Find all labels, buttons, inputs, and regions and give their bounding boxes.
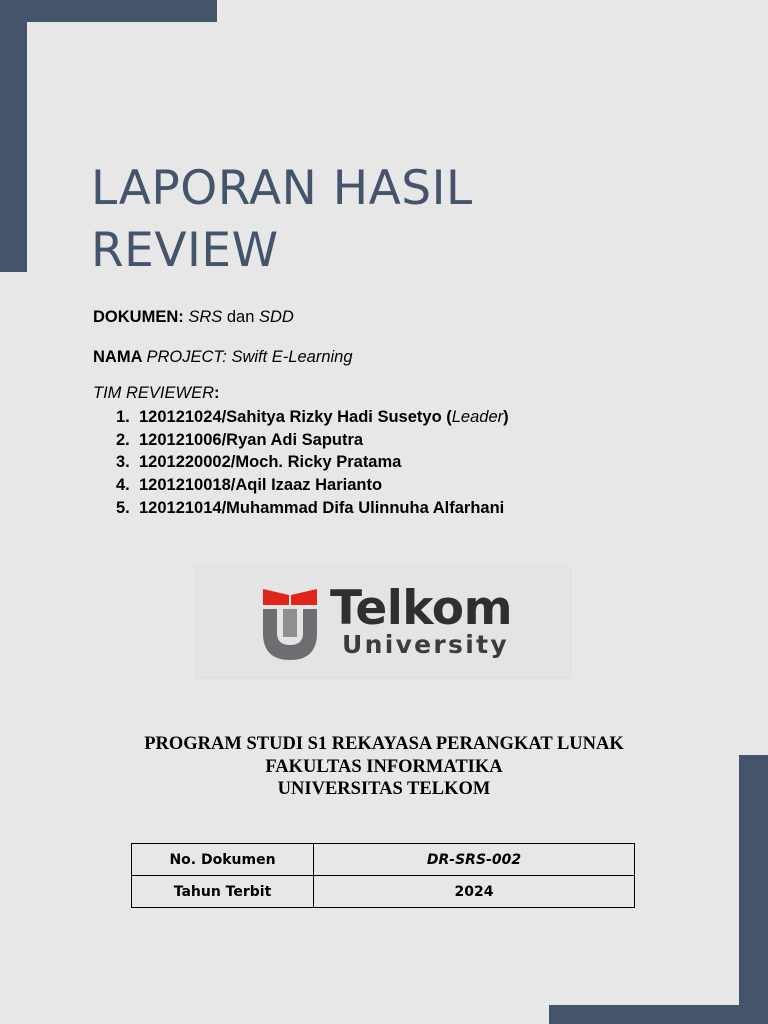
list-item xyxy=(116,451,509,474)
list-item-text: 1201210018/Aqil Izaaz Harianto xyxy=(139,476,383,495)
reviewer-list xyxy=(116,406,509,519)
table-row xyxy=(132,876,635,908)
list-item xyxy=(116,429,509,452)
list-item xyxy=(116,406,509,429)
dokumen-label: DOKUMEN: xyxy=(93,308,184,326)
project-name: Swift E-Learning xyxy=(231,348,353,366)
dokumen-conj: dan xyxy=(226,308,255,326)
dokumen-item-srs: SRS xyxy=(188,308,223,326)
program-line-1: PROGRAM STUDI S1 REKAYASA PERANGKAT LUNAK xyxy=(144,734,624,754)
list-item-number: 1. xyxy=(116,408,130,426)
title-line-2: REVIEW xyxy=(91,223,279,278)
dokumen-line xyxy=(93,308,294,327)
list-item-text: 120121006/Ryan Adi Saputra xyxy=(139,430,364,449)
list-item-number: 3. xyxy=(116,453,130,472)
logo-wordmark-university: University xyxy=(342,630,509,659)
title-line-1: LAPORAN HASIL xyxy=(91,161,473,216)
project-line xyxy=(93,348,353,367)
dokumen-item-sdd: SDD xyxy=(259,308,294,326)
frame-bar-bottom-right-horizontal xyxy=(549,1005,768,1024)
program-block xyxy=(0,733,768,801)
list-item xyxy=(116,497,509,520)
list-item-close: ) xyxy=(503,408,509,426)
list-item-number: 4. xyxy=(116,476,130,495)
list-item-number: 5. xyxy=(116,498,130,517)
frame-bar-top-left-horizontal xyxy=(0,0,217,22)
reviewer-heading xyxy=(93,384,220,403)
list-item-number: 2. xyxy=(116,430,130,449)
table-cell-label: Tahun Terbit xyxy=(132,876,314,908)
table-cell-value: DR-SRS-002 xyxy=(314,844,635,876)
project-label-nama: NAMA xyxy=(93,348,142,366)
list-item-text: 1201220002/Moch. Ricky Pratama xyxy=(139,453,402,472)
telkom-university-logo-icon xyxy=(262,583,318,661)
list-item xyxy=(116,474,509,497)
program-line-2: FAKULTAS INFORMATIKA xyxy=(265,756,503,777)
table-cell-value: 2024 xyxy=(314,876,635,908)
list-item-text: 120121024/Sahitya Rizky Hadi Susetyo ( xyxy=(139,408,452,426)
reviewer-colon: : xyxy=(214,384,220,402)
table-cell-label: No. Dokumen xyxy=(132,844,314,876)
leader-tag: Leader xyxy=(451,408,504,426)
program-line-3: UNIVERSITAS TELKOM xyxy=(277,779,491,799)
university-logo xyxy=(196,567,570,677)
table-row xyxy=(132,844,635,876)
reviewer-label: TIM REVIEWER xyxy=(93,384,215,402)
logo-wordmark-telkom: Telkom xyxy=(330,581,513,636)
page-title xyxy=(91,158,473,282)
list-item-text: 120121014/Muhammad Difa Ulinnuha Alfarhani xyxy=(139,498,505,517)
frame-bar-top-left-vertical xyxy=(0,0,27,272)
project-label-project: PROJECT: xyxy=(146,348,227,366)
document-info-table xyxy=(131,843,635,908)
